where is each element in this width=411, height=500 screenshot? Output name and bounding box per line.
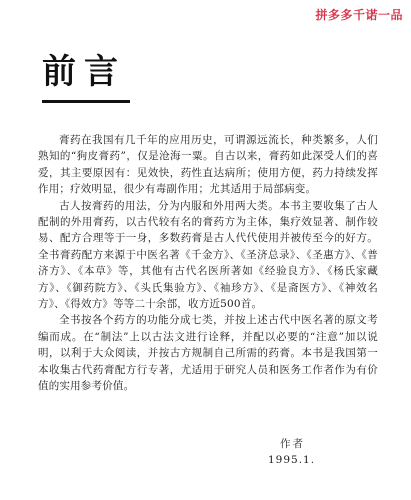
author-signature: 作者 xyxy=(280,438,305,450)
page-title: 前言 xyxy=(42,52,126,92)
paragraph-3: 全书按各个药方的功能分成七类，并按上述古代中医名著的原文考编而成。在“制法”上以古法文进行诠释，并配以必要的“注意”加以说明，以利于大众阅读，并按古方规制自己所需的药膏。本书是我国第一本收集古代药膏配方行专著，尤适用于研究人员和医务工作者作为有价值的实用参考价值。 xyxy=(38,314,378,393)
watermark-text: 拼多多千诺一品 xyxy=(315,8,403,22)
preface-body xyxy=(38,132,378,395)
date-line: 1995.1. xyxy=(268,454,316,466)
page-title-block xyxy=(42,52,126,92)
paragraph-1: 膏药在我国有几千年的应用历史，可谓源远流长，种类繁多，人们熟知的“狗皮膏药”，仅是沧海一粟。自古以来，膏药如此深受人们的喜爱，其主要原因有：见效快，药性直达病所；使用方便，药力持续发挥作用；疗效明显，很少有毒副作用；尤其适用于局部病变。 xyxy=(38,134,378,196)
paragraph-2: 古人按膏药的用法，分为内服和外用两大类。本书主要收集了古人配制的外用膏药，以古代较有名的膏药方为主体，集疗效显著、制作较易、配方合理等于一身，多数药膏是古人代代使用并被传至今的好方。全书膏药配方来源于中医名著《千金方》、《圣济总录》、《圣惠方》、《普济方》、《本草》等，其他有古代名医所著如《经验良方》、《杨氏家藏方》、《御药院方》、《头氏集验方》、《袖珍方》、《是斋医方》、《神效名方》、《得效方》等等二十余部，收方近500首。 xyxy=(38,199,378,311)
title-underline xyxy=(42,100,130,103)
